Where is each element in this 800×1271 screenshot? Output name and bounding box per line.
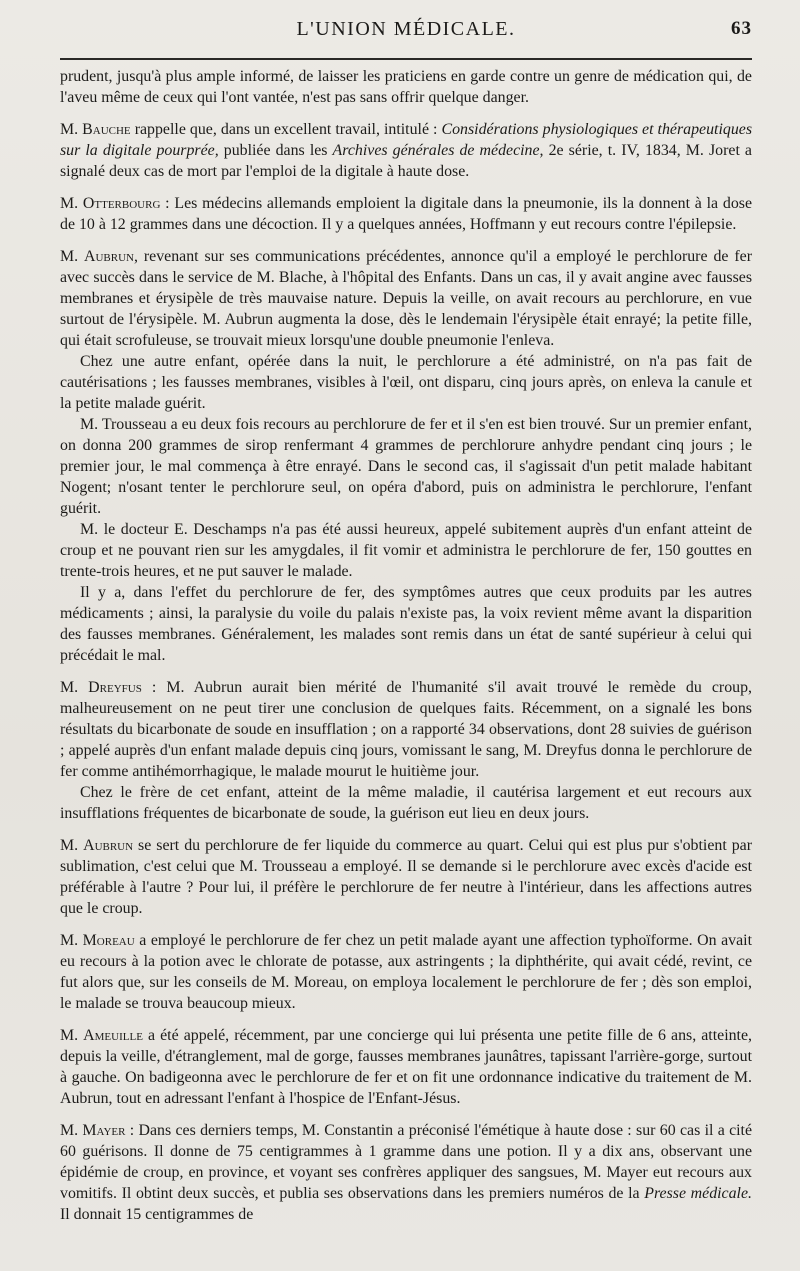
paragraph-text: a été appelé, récemment, par une concierge qui lui présenta une petite fille de 6 ans, atteinte, depuis la veille, d'étranglement, mal de gorge, fausses membranes jaunâtres, tapissant l'arrière-gorge, surtout à gauche. On badigeonna avec le perchlorure de fer et on fit une ordonnance indicative du traitement de M. Aubrun, tout en adressant l'enfant à l'hospice de l'Enfant-Jésus.: [60, 1027, 752, 1107]
paragraph: [60, 414, 752, 519]
page-number: 63: [731, 18, 752, 39]
paragraph-text: M.: [60, 837, 84, 854]
paragraph-text: M.: [60, 679, 89, 696]
paragraph: [60, 677, 752, 782]
paragraph: [60, 119, 752, 182]
paragraph-text: rappelle que, dans un excellent travail, intitulé :: [130, 121, 442, 138]
paragraph: [60, 246, 752, 351]
paragraph-text: Chez une autre enfant, opérée dans la nuit, le perchlorure a été administré, on n'a pas fait de cautérisations ; les fausses membranes, visibles à l'œil, ont disparu, cinq jours après, on enleva la canule et la petite malade guérit.: [60, 353, 752, 412]
article-body: [60, 66, 752, 1225]
paragraph: [60, 582, 752, 666]
paragraph-text: : Dans ces derniers temps, M. Constantin a préconisé l'émétique à haute dose : sur 60 cas il a cité 60 guérisons. Il donne de 75 centigrammes à 1 gramme dans une potion. Il y a dix ans, observant une épidémie de croup, en province, et voyant ses confrères appliquer des sangsues, M. Mayer eut recours aux vomitifs. Il obtint deux succès, et publia ses observations dans les premiers numéros de la: [60, 1122, 752, 1202]
paragraph-text: Il y a, dans l'effet du perchlorure de fer, des symptômes autres que ceux produits par les autres médicaments ; ainsi, la paralysie du voile du palais n'existe pas, la voix revient même avant la disparition des fausses membranes. Généralement, les malades sont remis dans un état de santé supérieur à celui qui précédait le mal.: [60, 584, 752, 664]
speaker-name: Otterbourg: [82, 195, 161, 212]
paragraph-text: 2e série, t. IV, 1834, M. Joret a signalé deux cas de mort par l'emploi de la digitale à haute dose.: [60, 142, 752, 180]
paragraph: [60, 351, 752, 414]
italic-title: Considérations physiologiques et thérapeutiques sur la digitale pourprée,: [60, 121, 752, 159]
paragraph-text: Chez le frère de cet enfant, atteint de la même maladie, il cautérisa largement et eut recours aux insufflations fréquentes de bicarbonate de soude, la guérison eut lieu en deux jours.: [60, 784, 752, 822]
paragraph-text: Il donnait 15 centigrammes de: [60, 1206, 254, 1223]
speaker-name: Aubrun: [83, 837, 134, 854]
paragraph-text: M. Trousseau a eu deux fois recours au perchlorure de fer et il s'en est bien trouvé. Sur un premier enfant, on donna 200 grammes de sirop renfermant 4 grammes de perchlorure anhydre pendant cinq jours ; le premier jour, le mal commença à être enrayé. Dans le second cas, il s'agissait d'un petit malade habitant Nogent; n'osant tenter le perchlorure seul, on opéra d'abord, puis on administra le perchlorure, l'enfant guérit.: [60, 416, 752, 517]
paragraph-text: M. le docteur E. Deschamps n'a pas été aussi heureux, appelé subitement auprès d'un enfant atteint de croup et ne pouvant rien sur les amygdales, il fit vomir et administra le perchlorure de fer, 150 gouttes en trente-trois heures, et ne put sauver le malade.: [60, 521, 752, 580]
paragraph-text: M.: [60, 195, 83, 212]
speaker-name: Moreau: [82, 932, 135, 949]
paragraph-text: M.: [60, 1122, 83, 1139]
paragraph: [60, 193, 752, 235]
speaker-name: Aubrun: [84, 248, 134, 265]
speaker-name: Ameuille: [83, 1027, 143, 1044]
paragraph: [60, 782, 752, 824]
paragraph-text: : Les médecins allemands emploient la digitale dans la pneumonie, ils la donnent à la dose de 10 à 12 grammes dans une décoction. Il y a quelques années, Hoffmann y eut recours contre l'épilepsie.: [60, 195, 753, 233]
italic-title: Archives générales de médecine,: [332, 142, 544, 159]
paragraph-text: publiée dans les: [218, 142, 333, 159]
speaker-name: Dreyfus: [88, 679, 142, 696]
paragraph-text: M.: [60, 1027, 84, 1044]
paragraph-text: M.: [60, 121, 83, 138]
paragraph: [60, 1025, 752, 1109]
speaker-name: Bauche: [82, 121, 131, 138]
paragraph: [60, 519, 752, 582]
paragraph: [60, 1120, 752, 1225]
running-title: L'UNION MÉDICALE.: [296, 18, 516, 40]
paragraph: [60, 66, 752, 108]
paragraph-text: a employé le perchlorure de fer chez un petit malade ayant une affection typhoïforme. On avait eu recours à la potion avec le chlorate de potasse, aux astringents ; la diphthérite, qui avait cédé, revint, ce fut alors que, sur les conseils de M. Moreau, on employa localement le perchlorure de fer ; dès son emploi, le malade se trouva beaucoup mieux.: [60, 932, 752, 1012]
paragraph-text: se sert du perchlorure de fer liquide du commerce au quart. Celui qui est plus pur s'obtient par sublimation, c'est celui que M. Trousseau a employé. Il se demande si le perchlorure avec excès d'acide est préférable à l'autre ? Pour lui, il préfère le perchlorure de fer neutre à l'intérieur, dans les affections autres que le croup.: [60, 837, 752, 917]
italic-title: Presse médicale.: [644, 1185, 752, 1202]
speaker-name: Mayer: [82, 1122, 126, 1139]
paragraph-text: prudent, jusqu'à plus ample informé, de laisser les praticiens en garde contre un genre de médication qui, de l'aveu même de ceux qui l'ont vantée, n'est pas sans offrir quelque danger.: [60, 68, 752, 106]
paragraph-text: M.: [60, 248, 85, 265]
paragraph-text: : M. Aubrun aurait bien mérité de l'humanité s'il avait trouvé le remède du croup, malheureusement on ne peut tirer une conclusion de quelques faits. Récemment, on a signalé les bons résultats du bicarbonate de soude en insufflation ; on a rapporté 34 observations, dont 28 suivies de guérison ; appelé auprès d'un enfant malade depuis cinq jours, vomissant le sang, M. Dreyfus donna le perchlorure de fer comme antihémorrhagique, le malade mourut le huitième jour.: [60, 679, 753, 780]
paragraph-text: , revenant sur ses communications précédentes, annonce qu'il a employé le perchlorure de fer avec succès dans le service de M. Blache, à l'hôpital des Enfants. Dans un cas, il y avait angine avec fausses membranes et érysipèle de très mauvaise nature. Depuis la veille, on avait recours au perchlorure, en vue surtout de l'érysipèle. M. Aubrun augmenta la dose, dès le lendemain l'érysipèle était enrayé; la petite fille, qui était scrofuleuse, se trouvait mieux lorsqu'une double pneumonie l'enleva.: [60, 248, 752, 349]
running-head: [60, 12, 752, 46]
header-rule: [60, 58, 752, 60]
paragraph: [60, 930, 752, 1014]
paragraph-text: M.: [60, 932, 83, 949]
paragraph: [60, 835, 752, 919]
